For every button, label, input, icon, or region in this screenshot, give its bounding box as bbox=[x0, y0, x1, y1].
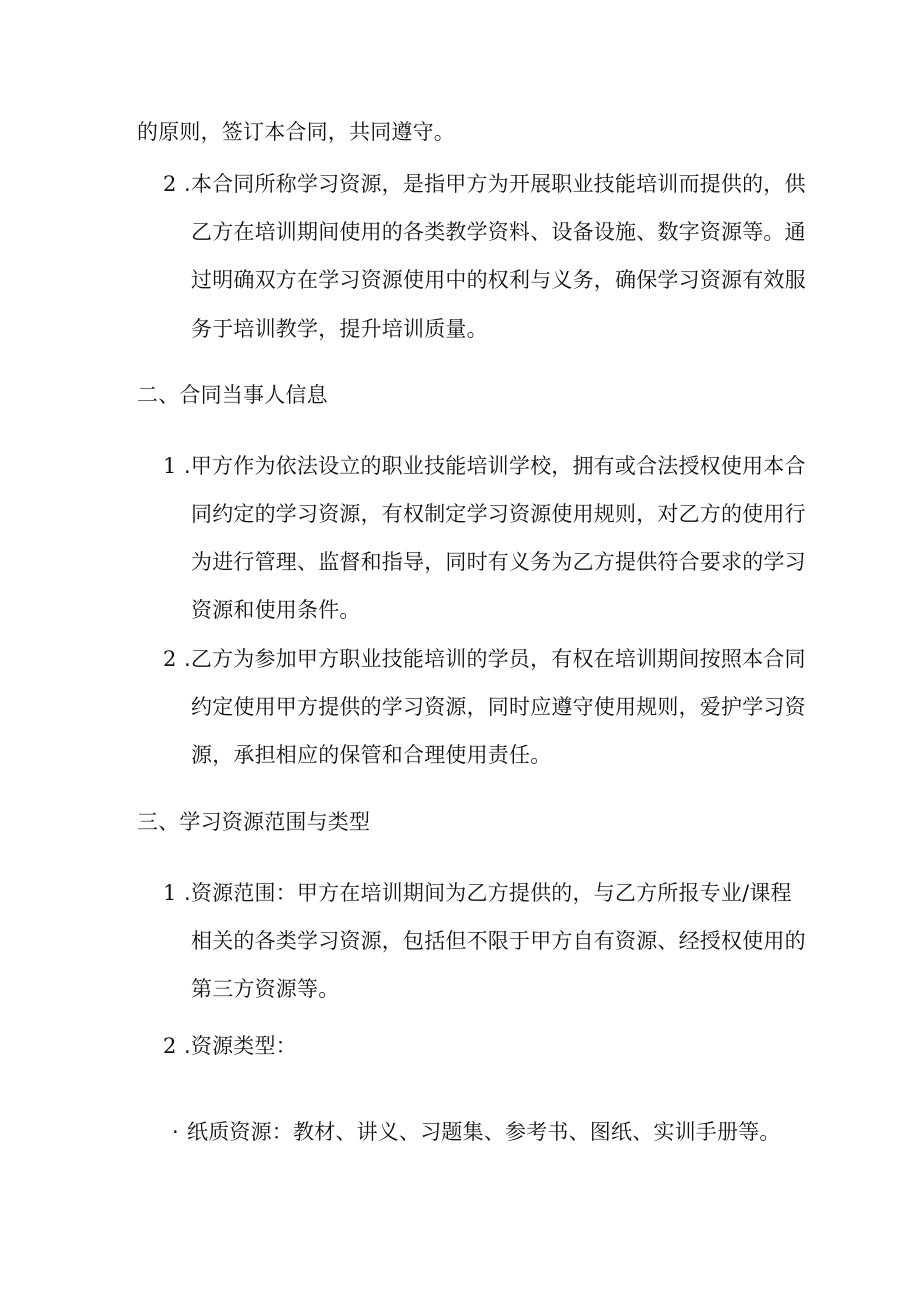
paragraph-line: 源，承担相应的保管和合理使用责任。 bbox=[191, 743, 552, 767]
paragraph-line: 为进行管理、监督和指导，同时有义务为乙方提供符合要求的学习 bbox=[191, 550, 806, 574]
item-number: 2 bbox=[163, 647, 177, 671]
section-heading: 二、合同当事人信息 bbox=[137, 383, 328, 407]
paragraph-line: 资源和使用条件。 bbox=[191, 598, 361, 622]
item-number: 1 bbox=[163, 454, 177, 478]
paragraph-line: 务于培训教学，提升培训质量。 bbox=[191, 317, 488, 341]
item-number: 2 bbox=[163, 172, 177, 196]
bullet-text: 纸质资源：教材、讲义、习题集、参考书、图纸、实训手册等。 bbox=[187, 1120, 781, 1144]
paragraph-line: 过明确双方在学习资源使用中的权利与义务，确保学习资源有效服 bbox=[191, 268, 806, 292]
paragraph-line: .资源范围：甲方在培训期间为乙方提供的，与乙方所报专业/课程 bbox=[184, 881, 792, 905]
paragraph-line: 乙方在培训期间使用的各类教学资料、设备设施、数字资源等。通 bbox=[191, 220, 806, 244]
item-number: 2 bbox=[163, 1034, 177, 1058]
intro-tail-line: 的原则，签订本合同，共同遵守。 bbox=[137, 120, 455, 144]
section-heading: 三、学习资源范围与类型 bbox=[137, 810, 371, 834]
paragraph-line: 同约定的学习资源，有权制定学习资源使用规则，对乙方的使用行 bbox=[191, 502, 806, 526]
paragraph-line: 第三方资源等。 bbox=[191, 977, 340, 1001]
paragraph-line: .乙方为参加甲方职业技能培训的学员，有权在培训期间按照本合同 bbox=[184, 647, 806, 671]
bullet-marker: · bbox=[172, 1120, 179, 1144]
paragraph-line: .资源类型： bbox=[184, 1034, 297, 1058]
paragraph-line: 约定使用甲方提供的学习资源，同时应遵守使用规则，爱护学习资 bbox=[191, 695, 806, 719]
paragraph-line: .本合同所称学习资源，是指甲方为开展职业技能培训而提供的，供 bbox=[184, 172, 806, 196]
paragraph-line: .甲方作为依法设立的职业技能培训学校，拥有或合法授权使用本合 bbox=[184, 454, 806, 478]
paragraph-line: 相关的各类学习资源，包括但不限于甲方自有资源、经授权使用的 bbox=[191, 929, 806, 953]
item-number: 1 bbox=[163, 881, 177, 905]
